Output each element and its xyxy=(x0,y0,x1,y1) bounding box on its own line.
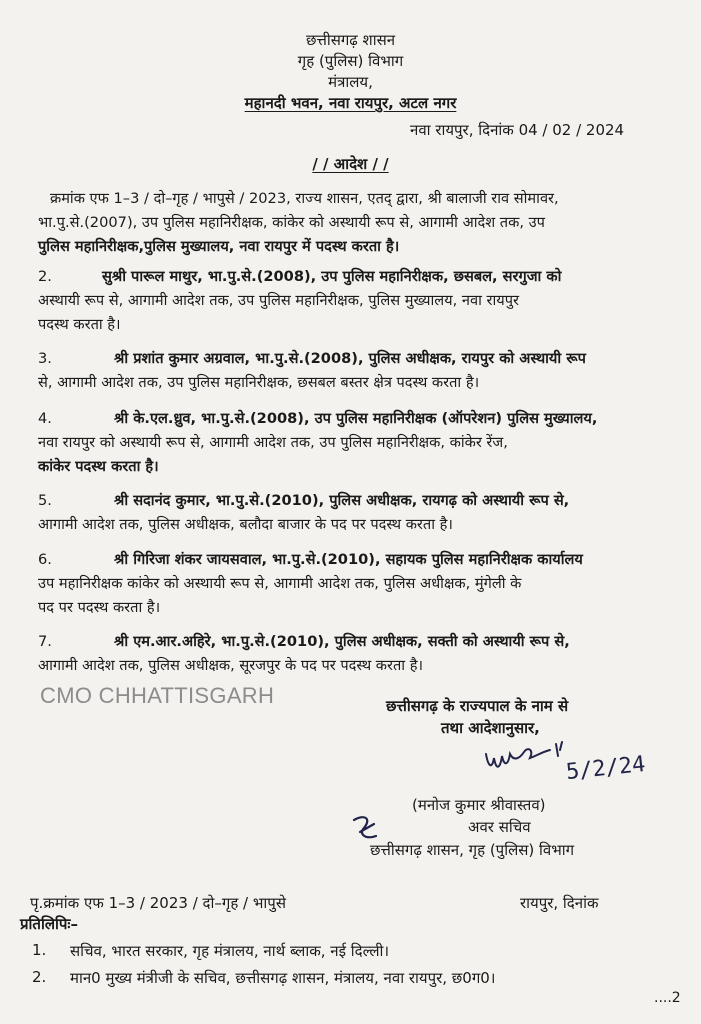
paragraph-number: 6. xyxy=(38,551,52,568)
paragraph-number: 3. xyxy=(38,350,52,367)
copy-item-text: मान0 मुख्य मंत्रीजी के सचिव, छत्तीसगढ़ शासन, मंत्रालय, नवा रायपुर, छ0ग0। xyxy=(70,969,496,987)
order-title: / / आदेश / / xyxy=(312,155,389,173)
paragraph-line: श्री प्रशांत कुमार अग्रवाल, भा.पु.से.(2008), पुलिस अधीक्षक, रायपुर को अस्थायी रूप xyxy=(114,350,586,367)
copy-item-number: 1. xyxy=(32,941,47,959)
paragraph-line: आगामी आदेश तक, पुलिस अधीक्षक, सूरजपुर के पद पर पदस्थ करता है। xyxy=(38,657,423,674)
endorsement-place-date: रायपुर, दिनांक xyxy=(520,894,599,912)
handwritten-date: 5/2/24 xyxy=(564,751,647,786)
paragraph-line: क्रमांक एफ 1–3 / दो–गृह / भापुसे / 2023, राज्य शासन, एतद् द्वारा, श्री बालाजी राव सोमावर, xyxy=(50,190,559,207)
paragraph-line: उप महानिरीक्षक कांकेर को अस्थायी रूप से, आगामी आदेश तक, पुलिस अधीक्षक, मुंगेली के xyxy=(38,575,522,592)
signatory-name: (मनोज कुमार श्रीवास्तव) xyxy=(412,796,546,814)
endorsement-reference: पृ.क्रमांक एफ 1–3 / 2023 / दो–गृह / भापुसे xyxy=(30,894,286,912)
copy-label: प्रतिलिपिः– xyxy=(20,915,78,933)
copy-item-number: 2. xyxy=(32,968,47,986)
paragraph-line: नवा रायपुर को अस्थायी रूप से, आगामी आदेश तक, उप पुलिस महानिरीक्षक, कांकेर रेंज, xyxy=(38,434,508,451)
paragraph-line: श्री सदानंद कुमार, भा.पु.से.(2010), पुलिस अधीक्षक, रायगढ़ को अस्थायी रूप से, xyxy=(114,492,570,509)
paragraph-number: 2. xyxy=(38,268,52,285)
page-marker: ....2 xyxy=(654,990,681,1006)
header-line-state: छत्तीसगढ़ शासन xyxy=(305,31,396,49)
header-line-ministry: मंत्रालय, xyxy=(328,73,373,91)
paragraph-line: श्री एम.आर.अहिरे, भा.पु.से.(2010), पुलिस अधीक्षक, सक्ती को अस्थायी रूप से, xyxy=(114,633,570,650)
paragraph-number: 5. xyxy=(38,492,52,509)
order-paragraph-3 xyxy=(38,347,688,395)
header-line-address: महानदी भवन, नवा रायपुर, अटल नगर xyxy=(244,94,457,112)
order-date: नवा रायपुर, दिनांक 04 / 02 / 2024 xyxy=(410,121,625,139)
signature-scribble-icon xyxy=(480,736,580,782)
order-paragraph-1 xyxy=(38,187,688,259)
signatory-department: छत्तीसगढ़ शासन, गृह (पुलिस) विभाग xyxy=(370,841,575,859)
watermark: CMO CHHATTISGARH xyxy=(40,683,275,708)
order-paragraph-4 xyxy=(38,407,688,479)
paragraph-line: से, आगामी आदेश तक, उप पुलिस महानिरीक्षक, छसबल बस्तर क्षेत्र पदस्थ करता है। xyxy=(38,374,480,391)
paragraph-line: पद पर पदस्थ करता है। xyxy=(38,599,161,616)
paragraph-line: आगामी आदेश तक, पुलिस अधीक्षक, बलौदा बाजार के पद पर पदस्थ करता है। xyxy=(38,516,453,533)
paragraph-line: अस्थायी रूप से, आगामी आदेश तक, उप पुलिस महानिरीक्षक, पुलिस मुख्यालय, नवा रायपुर xyxy=(38,292,519,309)
header-line-department: गृह (पुलिस) विभाग xyxy=(297,52,404,70)
copy-item-text: सचिव, भारत सरकार, गृह मंत्रालय, नार्थ ब्लाक, नई दिल्ली। xyxy=(70,942,390,960)
paragraph-number: 4. xyxy=(38,410,52,427)
order-paragraph-2 xyxy=(38,265,688,337)
authority-line-1: छत्तीसगढ़ के राज्यपाल के नाम से xyxy=(386,697,569,715)
paragraph-line: श्री के.एल.ध्रुव, भा.पु.से.(2008), उप पुलिस महानिरीक्षक (ऑपरेशन) पुलिस मुख्यालय, xyxy=(114,410,598,427)
paragraph-line: श्री गिरिजा शंकर जायसवाल, भा.पु.से.(2010), सहायक पुलिस महानिरीक्षक कार्यालय xyxy=(114,551,583,568)
paragraph-line: कांकेर पदस्थ करता है। xyxy=(38,458,159,475)
paragraph-line: सुश्री पारूल माथुर, भा.पु.से.(2008), उप पुलिस महानिरीक्षक, छसबल, सरगुजा को xyxy=(102,268,562,285)
order-paragraph-5 xyxy=(38,489,688,537)
paragraph-line: पुलिस महानिरीक्षक,पुलिस मुख्यालय, नवा रायपुर में पदस्थ करता है। xyxy=(38,238,400,255)
paragraph-line: पदस्थ करता है। xyxy=(38,316,121,333)
order-paragraph-6 xyxy=(38,548,688,620)
order-paragraph-7 xyxy=(38,630,688,678)
paragraph-line: भा.पु.से.(2007), उप पुलिस महानिरीक्षक, कांकेर को अस्थायी रूप से, आगामी आदेश तक, उप xyxy=(38,214,545,231)
paragraph-number: 7. xyxy=(38,633,52,650)
signatory-designation: अवर सचिव xyxy=(468,818,531,836)
authority-line-2: तथा आदेशानुसार, xyxy=(441,719,540,737)
